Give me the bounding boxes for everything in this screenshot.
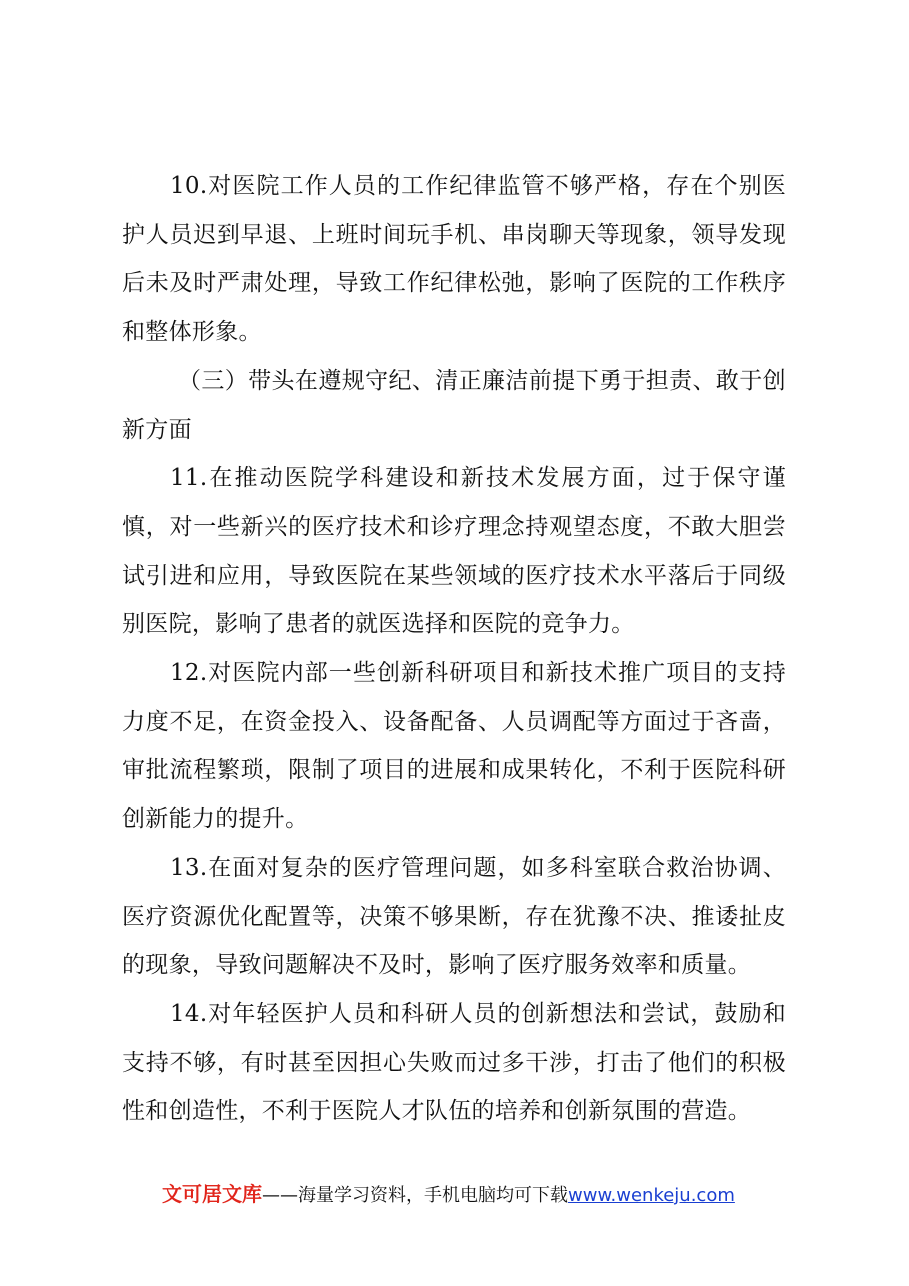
paragraph-item-10: 10.对医院工作人员的工作纪律监管不够严格，存在个别医护人员迟到早退、上班时间玩手机、串岗聊天等现象，领导发现后未及时严肃处理，导致工作纪律松弛，影响了医院的工作秩序和整体形象。 — [122, 173, 786, 346]
paragraph-item-11: 11.在推动医院学科建设和新技术发展方面，过于保守谨慎，对一些新兴的医疗技术和诊疗理念持观望态度，不敢大胆尝试引进和应用，导致医院在某些领域的医疗技术水平落后于同级别医院，影响了患者的就医选择和医院的竞争力。 — [122, 465, 786, 638]
document-body — [122, 162, 786, 1136]
footer-website-link[interactable]: www.wenkeju.com — [568, 1185, 735, 1206]
paragraph-item-14: 14.对年轻医护人员和科研人员的创新想法和尝试，鼓励和支持不够，有时甚至因担心失败而过多干涉，打击了他们的积极性和创造性，不利于医院人才队伍的培养和创新氛围的营造。 — [122, 1000, 786, 1125]
section-heading-3: （三）带头在遵规守纪、清正廉洁前提下勇于担责、敢于创新方面 — [122, 367, 786, 443]
paragraph-item-12: 12.对医院内部一些创新科研项目和新技术推广项目的支持力度不足，在资金投入、设备配备、人员调配等方面过于吝啬，审批流程繁琐，限制了项目的进展和成果转化，不利于医院科研创新能力的提升。 — [122, 660, 786, 833]
footer-banner — [162, 1181, 735, 1209]
footer-tagline: ——海量学习资料，手机电脑均可下载 — [262, 1185, 568, 1206]
paragraph-item-13: 13.在面对复杂的医疗管理问题，如多科室联合救治协调、医疗资源优化配置等，决策不够果断，存在犹豫不决、推诿扯皮的现象，导致问题解决不及时，影响了医疗服务效率和质量。 — [122, 854, 786, 979]
footer-brand: 文可居文库 — [162, 1182, 262, 1206]
